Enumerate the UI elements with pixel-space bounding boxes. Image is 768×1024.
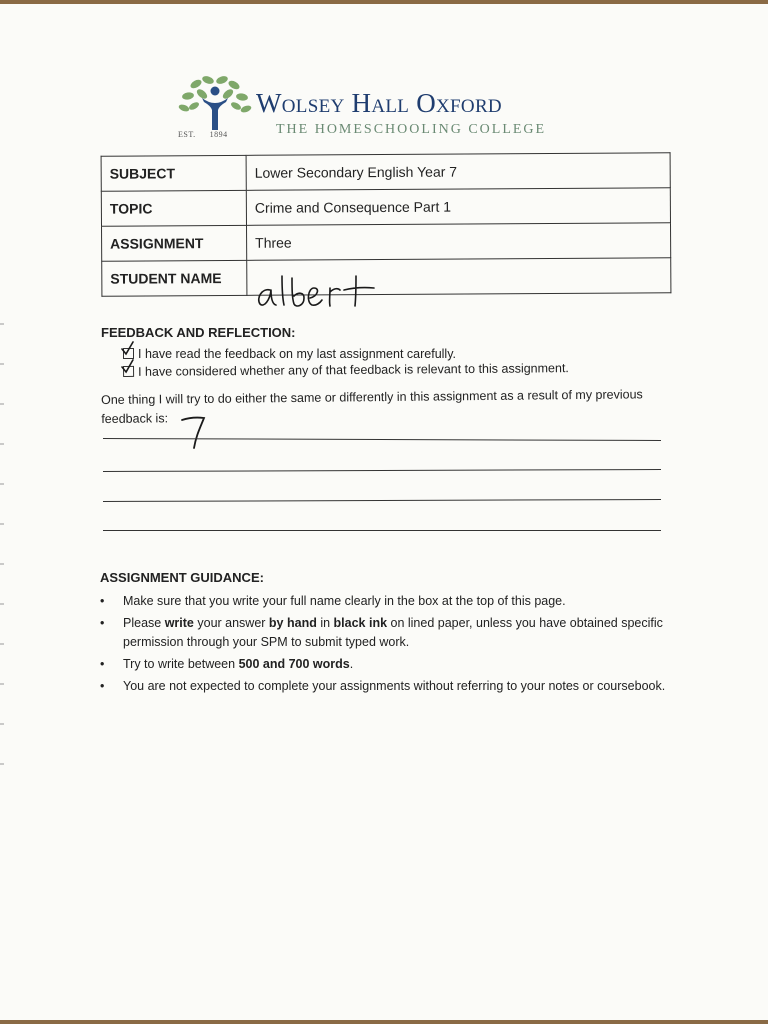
check-row-considered-feedback[interactable] (123, 361, 569, 379)
tree-logo-icon (176, 74, 252, 134)
answer-line[interactable] (103, 530, 661, 531)
guidance-list (100, 592, 670, 699)
check-row-read-feedback[interactable] (123, 347, 456, 361)
guidance-text: black ink (333, 616, 388, 630)
info-value-text: Lower Secondary English Year 7 (254, 163, 458, 181)
checkmark-icon (121, 359, 135, 375)
check-label-considered-feedback: I have considered whether any of that feedback is relevant to this assignment. (137, 361, 569, 379)
guidance-text: You are not expected to complete your assignments without referring to your notes or coursebook. (123, 679, 666, 693)
brand-name: Wolsey Hall Oxford (256, 88, 502, 118)
info-label: STUDENT NAME (102, 260, 247, 296)
guidance-item (100, 614, 670, 652)
check-label-read-feedback: I have read the feedback on my last assignment carefully. (138, 347, 456, 361)
document-page (0, 4, 768, 1020)
guidance-text: Try to write between (123, 657, 239, 671)
info-value-text: Crime and Consequence Part 1 (254, 198, 452, 216)
margin-ticks-icon (0, 304, 6, 1004)
feedback-title: FEEDBACK AND REFLECTION: (101, 325, 296, 340)
guidance-text: . (349, 657, 354, 671)
answer-line[interactable] (103, 499, 661, 502)
reflection-prompt: One thing I will try to do either the same or differently in this assignment as a result of my previous feedback is: (101, 387, 643, 426)
checkbox-read-feedback[interactable] (123, 348, 134, 359)
info-value[interactable] (246, 153, 670, 191)
guidance-text: Make sure that you write your full name clearly in the box at the top of this page. (123, 594, 566, 608)
guidance-text: 500 and 700 words (238, 657, 350, 671)
info-label: TOPIC (101, 190, 246, 226)
guidance-text: Please (123, 616, 165, 630)
guidance-item (100, 592, 670, 611)
handwritten-answer (178, 414, 208, 450)
established-label (178, 130, 242, 139)
info-label: SUBJECT (101, 155, 246, 191)
handwritten-student-name (252, 272, 392, 312)
letterhead (172, 72, 612, 144)
guidance-title: ASSIGNMENT GUIDANCE: (100, 570, 264, 585)
guidance-text: in (316, 616, 334, 630)
info-value[interactable] (246, 188, 670, 226)
info-value[interactable] (247, 223, 671, 261)
guidance-item (100, 655, 670, 674)
guidance-item (100, 677, 670, 696)
left-margin-marks (0, 304, 6, 1004)
guidance-text: your answer (193, 616, 269, 630)
guidance-text: write (164, 616, 194, 630)
info-row (101, 153, 670, 191)
info-row (102, 223, 671, 261)
est-label: EST. (178, 130, 196, 139)
checkbox-considered-feedback[interactable] (123, 366, 134, 377)
info-label: ASSIGNMENT (102, 225, 247, 261)
checkmark-icon (121, 341, 135, 357)
info-value-text: Three (255, 234, 292, 251)
brand-tagline: THE HOMESCHOOLING COLLEGE (276, 122, 547, 137)
guidance-text: by hand (268, 616, 317, 630)
est-year: 1894 (209, 130, 228, 139)
info-row (101, 188, 670, 226)
answer-line[interactable] (103, 469, 661, 472)
guidance-text: on lined paper, unless you have obtained specific permission through your SPM to submit typed work. (123, 616, 663, 649)
